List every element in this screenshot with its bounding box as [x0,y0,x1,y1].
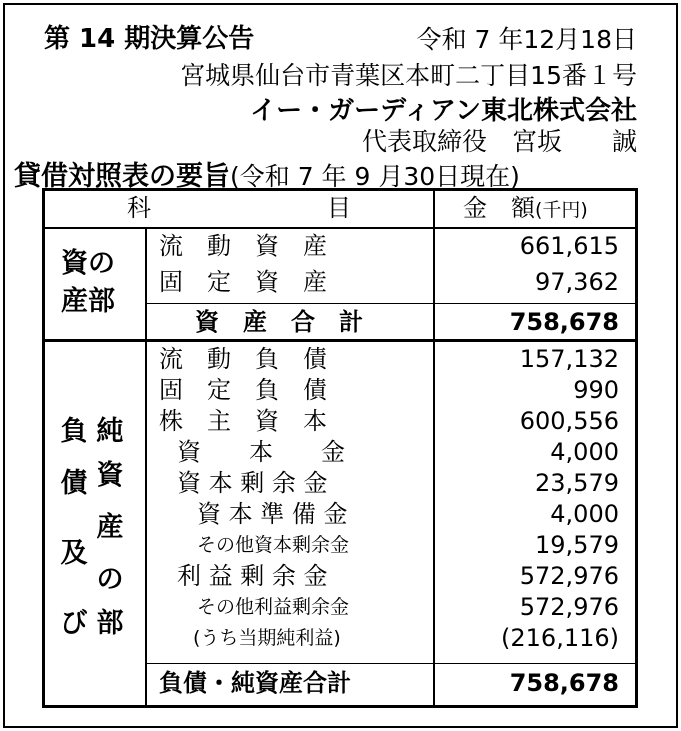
amount-column-divider [433,191,435,705]
liability-row-value: 23,579 [535,469,619,497]
liability-row-label: 流 動 負 債 [159,345,327,373]
liability-row-value: 572,976 [519,593,619,621]
balance-sheet-date: (令和 7 年 9 月30日現在) [230,162,520,191]
assets-row-value: 97,362 [535,268,619,296]
liabilities-total-value: 758,678 [509,669,619,697]
balance-sheet-title-text: 貸借対照表の要旨 [14,161,230,192]
liabilities-label-col1-0: 負 [60,416,88,447]
liability-row-label: 株 主 資 本 [159,407,327,435]
group-column-divider [145,229,147,705]
assets-group-label-2: 産部 [61,286,115,317]
section-divider [45,339,635,342]
liability-row-value: 157,132 [519,345,619,373]
company-address: 宮城県仙台市青葉区本町二丁目15番１号 [180,61,637,90]
balance-sheet-table [42,188,638,708]
liabilities-label-col1-1: 債 [60,468,88,499]
header-amount-text: 金 額 [463,194,535,222]
header-divider [45,227,635,229]
liability-row-label: 資 本 剰 余 金 [177,469,328,497]
notice-date: 令和 7 年12月18日 [416,25,637,54]
header-unit: (千円) [535,199,588,221]
liability-row-label: その他利益剰余金 [197,596,350,618]
liability-row-label: 固 定 負 債 [159,376,327,404]
liabilities-label-col2-2: 産 [96,512,124,543]
liabilities-label-col2-0: 純 [96,416,124,447]
header-subject-1: 科 [127,194,151,222]
liabilities-total-label: 負債・純資産合計 [159,669,351,697]
assets-group-label-1: 資の [61,248,115,279]
assets-total-value: 758,678 [509,308,619,336]
liabilities-label-col2-3: の [96,564,124,595]
liability-row-value: 600,556 [519,407,619,435]
liabilities-label-col1-2: 及 [60,538,88,569]
liability-row-value: (216,116) [501,624,619,652]
liability-row-value: 19,579 [535,531,619,559]
liability-row-value: 4,000 [550,500,619,528]
liability-row-value: 4,000 [550,438,619,466]
liability-row-value: 572,976 [519,562,619,590]
liability-row-label: 資 本 金 [177,438,345,466]
liabilities-label-col2-4: 部 [96,608,124,639]
assets-total-label: 資 産 合 計 [195,308,363,336]
assets-row-label: 固 定 資 産 [159,268,327,296]
liability-row-label: その他資本剰余金 [197,534,350,556]
assets-total-divider [145,303,635,304]
assets-row-label: 流 動 資 産 [159,232,327,260]
liability-row-value: 990 [573,376,619,404]
liability-row-label: 利 益 剰 余 金 [177,562,328,590]
notice-title: 第 14 期決算公告 [44,24,255,54]
header-amount [463,193,588,225]
header-subject-2: 目 [327,194,351,222]
representative: 代表取締役 宮坂 誠 [361,127,637,156]
liability-row-label: 資 本 準 備 金 [197,500,348,528]
liabilities-label-col1-3: び [60,608,88,639]
liability-row-label: (うち当期純利益) [193,627,341,649]
liabilities-label-col2-1: 資 [96,460,124,491]
company-name: イー・ガーディアン東北株式会社 [250,96,637,126]
liabilities-total-divider [145,663,635,664]
assets-row-value: 661,615 [519,232,619,260]
